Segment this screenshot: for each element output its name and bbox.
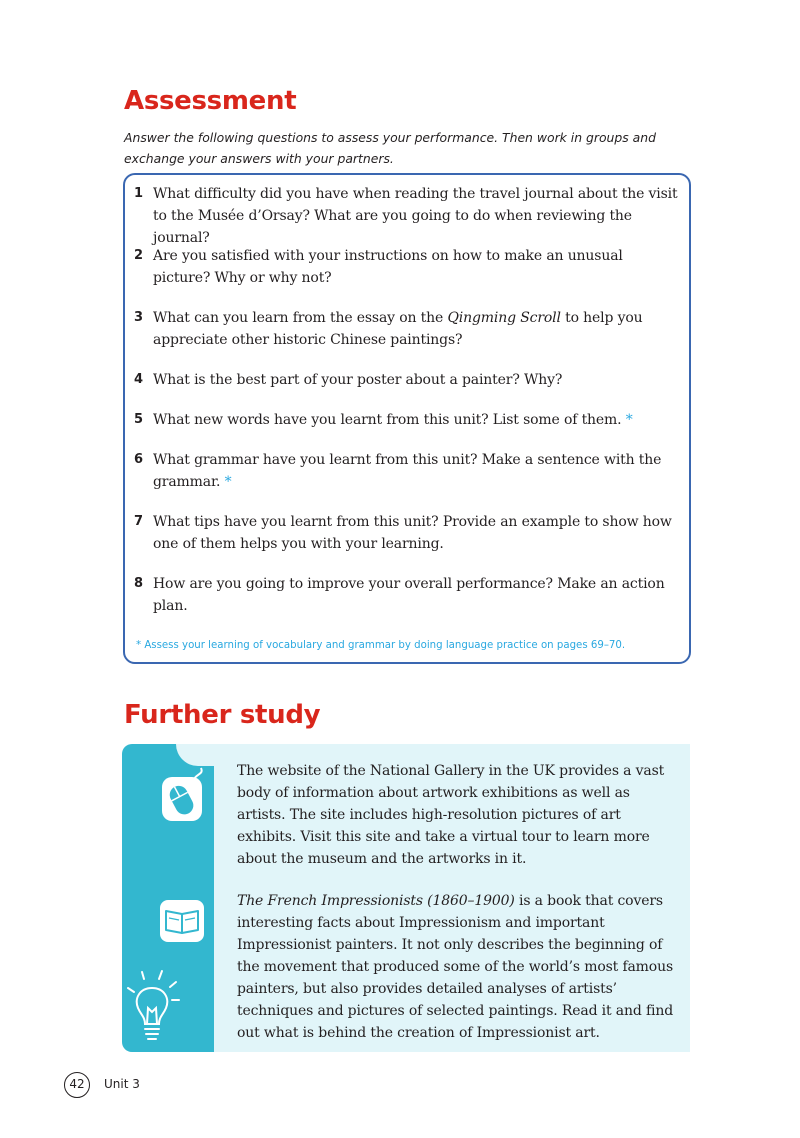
question-text: What is the best part of your poster about a painter? Why? bbox=[153, 372, 563, 388]
question-number: 8 bbox=[134, 576, 144, 591]
lightbulb-icon bbox=[122, 968, 182, 1052]
question-text: What tips have you learnt from this unit? Provide an example to show how one of them helps you with your learning. bbox=[153, 514, 672, 552]
question-number: 6 bbox=[134, 452, 144, 467]
question-text: Are you satisfied with your instructions on how to make an unusual picture? Why or why not? bbox=[153, 248, 623, 286]
question-text bbox=[153, 409, 682, 431]
question-text bbox=[153, 307, 682, 351]
question-item bbox=[134, 183, 682, 249]
question-text: What difficulty did you have when reading the travel journal about the visit to the Musée d’Orsay? What are you going to do when reviewing the journal? bbox=[153, 186, 678, 246]
question-item bbox=[134, 511, 682, 555]
book-icon bbox=[158, 898, 208, 944]
question-item bbox=[134, 307, 682, 351]
question-text-main: What grammar have you learnt from this unit? Make a sentence with the grammar. bbox=[153, 452, 662, 490]
question-item bbox=[134, 245, 682, 289]
question-item bbox=[134, 449, 682, 493]
question-text-end: to help you appreciate other historic Chinese paintings? bbox=[153, 310, 643, 348]
further-study-heading: Further study bbox=[124, 700, 321, 730]
question-item bbox=[134, 573, 682, 617]
question-number: 3 bbox=[134, 310, 144, 325]
assessment-heading: Assessment bbox=[124, 86, 297, 116]
page-number: 42 bbox=[64, 1072, 90, 1098]
unit-label: Unit 3 bbox=[104, 1077, 140, 1091]
question-item bbox=[134, 369, 682, 391]
assessment-intro: Answer the following questions to assess your performance. Then work in groups and exchange your answers with your partners. bbox=[124, 130, 656, 166]
question-number: 7 bbox=[134, 514, 144, 529]
book-title: The French Impressionists (1860–1900) bbox=[237, 893, 515, 909]
book-description: is a book that covers interesting facts about Impressionism and important Impressionist painters. It not only describes the beginning of the movement that produced some of the world’s most famous painters, but also provides detailed analyses of artists’ techniques and pictures of selected paintings. Read it and find out what is behind the creation of Impressionist art. bbox=[237, 893, 674, 1041]
question-number: 4 bbox=[134, 372, 144, 387]
question-text bbox=[153, 449, 682, 493]
scroll-title: Qingming Scroll bbox=[447, 310, 561, 326]
question-number: 1 bbox=[134, 186, 144, 201]
question-number: 5 bbox=[134, 412, 144, 427]
question-text-start: What can you learn from the essay on the bbox=[153, 310, 448, 326]
asterisk-marker: * bbox=[224, 474, 232, 490]
question-number: 2 bbox=[134, 248, 144, 263]
mouse-icon bbox=[158, 765, 214, 825]
website-paragraph: The website of the National Gallery in the UK provides a vast body of information about artwork exhibitions as well as artists. The site includes high-resolution pictures of art exhibits. Visit this site and take a virtual tour to learn more about the museum and the artworks in it. bbox=[237, 763, 665, 867]
question-text: How are you going to improve your overall performance? Make an action plan. bbox=[153, 576, 665, 614]
asterisk-marker: * bbox=[625, 412, 633, 428]
question-text-main: What new words have you learnt from this unit? List some of them. bbox=[153, 412, 622, 428]
question-item bbox=[134, 409, 682, 431]
footnote: * Assess your learning of vocabulary and grammar by doing language practice on pages 69–70. bbox=[136, 640, 626, 651]
book-paragraph bbox=[237, 890, 677, 1044]
